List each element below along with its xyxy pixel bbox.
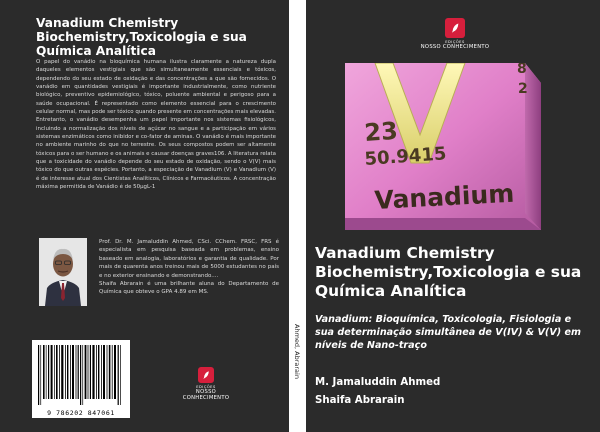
author-bio-first: Prof. Dr. M. Jamaluddin Ahmed, CSci. CChem. FRSC, FRS é especialista em pesquisa baseada em problemas, ensino baseado em analogia, laboratórios e garantia de qualidade. Por mais de quarenta anos treinou mais de 5000 estudantes no país e no exterior ensinando e demonstrando.... <box>99 239 279 279</box>
publisher-logo-mark <box>198 367 214 383</box>
element-tile <box>345 63 541 230</box>
back-cover-title: Vanadium Chemistry Biochemistry,Toxicologia e sua Química Analítica <box>36 16 247 58</box>
front-cover-subtitle: Vanadium: Bioquímica, Toxicologia, Fisiologia e sua determinação simultânea de V(IV) & V(V) em níveis de Nano-traço <box>315 314 581 351</box>
feather-icon <box>449 22 461 34</box>
author-photo <box>39 238 87 306</box>
author-portrait-image <box>39 238 87 306</box>
author-bio-second: Shaifa Abrarain é uma brilhante aluna do Departamento de Química que obteve o GPA 4.89 em MS. <box>99 281 279 296</box>
publisher-logo-mark <box>445 18 465 38</box>
isbn-barcode <box>32 340 130 418</box>
atomic-mass: 50.9415 <box>363 143 448 170</box>
back-publisher-logo <box>176 367 236 401</box>
author-name-1: M. Jamaluddin Ahmed <box>315 377 441 388</box>
author-name-2: Shaifa Abrarain <box>315 395 405 406</box>
electron-shell-top: 8 <box>517 63 527 77</box>
front-publisher-logo <box>412 18 498 50</box>
spine-authors: Ahmed, Abrarain <box>293 324 301 379</box>
element-number: 23 <box>363 116 399 147</box>
electron-shell-bottom: 2 <box>518 81 528 97</box>
publisher-name: NOSSO CONHECIMENTO <box>182 389 230 401</box>
back-cover-description: O papel do vanádio na bioquímica humana ilustra claramente a natureza dupla daqueles elementos vestigiais que são simultaneamente essenciais e tóxicos, dependendo do seu estado de oxidação e das concentrações a que são fornecidos. O vanádio em quantidades vestigiais é importante industrialmente, como nutriente biológico, preventivo epidemiológico, tóxico, poluente ambiental e perigoso para a saúde ocupacional. É representado como elemento essencial para o crescimento celular normal, mas pode ser tóxico quando presente em concentrações mais elevadas. Entretanto, o vanádio desempenha um papel importante nos sistemas fisiológicos, incluindo a normalização dos níveis de açúcar no sangue e a participação em vários sistemas enzimáticos como inibidor e co-fator de aminas. O vanádio é mais importante no ambiente marinho do que no terrestre. Os seus compostos podem ser altamente tóxicos para o ser humano e os animais e causar doenças graves106. A literatura relata que a toxicidade do vanádio depende do seu estado de oxidação, sendo o V(V) mais tóxico do que outras espécies. Portanto, a especiação de Vanadium (V) e Vanadium (V) é de interesse atual dos Cientistas Analíticos, Clínicos e Farmacêuticos. A concentração máxima permitida de Vanádio é de 50µgL-1 <box>36 59 276 191</box>
publisher-top-label: EDIÇÕES <box>196 385 216 389</box>
barcode-bars <box>32 340 130 408</box>
publisher-name: NOSSO CONHECIMENTO <box>420 44 490 50</box>
front-cover-title: Vanadium Chemistry Biochemistry,Toxicologia e sua Química Analítica <box>315 244 582 300</box>
feather-icon <box>201 370 211 380</box>
author-bio <box>99 238 279 297</box>
element-name: Vanadium <box>373 178 515 215</box>
barcode-number: 9 786202 847061 <box>47 409 115 417</box>
publisher-top-label: EDIÇÕES <box>445 40 465 44</box>
vanadium-element-tile-image <box>345 63 541 230</box>
front-cover-authors <box>315 374 585 410</box>
